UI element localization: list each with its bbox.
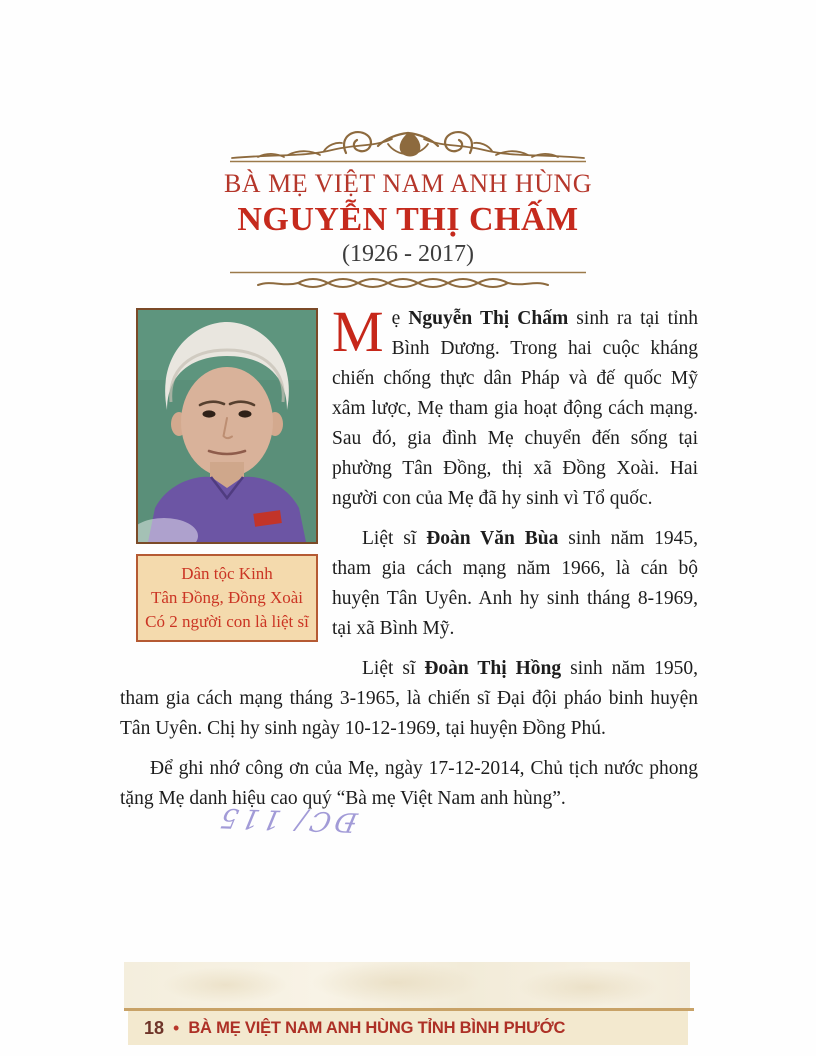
martyr1-name-bold: Đoàn Văn Bùa (426, 528, 559, 549)
martyr2-rest: sinh năm 1950, tham gia cách mạng tháng 3-1965, là chiến sĩ Đại đội pháo binh huyện Tân Uyên. Chị hy sinh ngày 10-12-1969, tại huyện Đồng Phú. (120, 658, 698, 739)
honor-text: Để ghi nhớ công ơn của Mẹ, ngày 17-12-2014, Chủ tịch nước phong tặng Mẹ danh hiệu cao quý “Bà mẹ Việt Nam anh hùng”. (120, 758, 698, 809)
ornament-bottom-icon (228, 270, 588, 294)
caption-line-children: Có 2 người con là liệt sĩ (145, 612, 309, 631)
intro-rest: sinh ra tại tỉnh Bình Dương. Trong hai cuộc kháng chiến chống thực dân Pháp và đế quốc Mỹ xâm lược, Mẹ tham gia hoạt động cách mạng. Sau đó, gia đình Mẹ chuyển đến sống tại phường Tân Đồng, thị xã Đồng Xoài. Hai người con của Mẹ đã hy sinh vì Tổ quốc. (332, 308, 699, 509)
page-header (119, 0, 697, 294)
life-years: (1926 - 2017) (342, 241, 474, 267)
mother-portrait-illustration (138, 310, 316, 542)
mother-name: NGUYỄN THỊ CHẤM (237, 201, 579, 238)
portrait-figure (136, 308, 318, 642)
paragraph-martyr-daughter (120, 654, 698, 744)
photo-caption (136, 554, 318, 642)
article-body (120, 299, 699, 814)
dropcap-letter: M (332, 299, 384, 364)
page-number: 18 (144, 1017, 165, 1038)
handwritten-note: ĐC/ 115 (213, 801, 361, 838)
martyr2-name-bold: Đoàn Thị Hồng (424, 658, 562, 679)
martyr2-lead: Liệt sĩ (362, 658, 425, 679)
page-footer (128, 1011, 688, 1045)
portrait-photo (136, 308, 318, 544)
martyr1-lead: Liệt sĩ (362, 528, 427, 549)
caption-line-ethnicity: Dân tộc Kinh (181, 564, 273, 583)
footer-book-title: BÀ MẸ VIỆT NAM ANH HÙNG TỈNH BÌNH PHƯỚC (188, 1018, 566, 1037)
intro-lead: ẹ (391, 308, 409, 329)
caption-line-location: Tân Đồng, Đồng Xoài (150, 588, 304, 607)
hero-title: BÀ MẸ VIỆT NAM ANH HÙNG (223, 169, 593, 198)
footer-bullet-icon: • (173, 1017, 180, 1038)
martyr1-rest: sinh năm 1945, tham gia cách mạng năm 1966, là cán bộ huyện Tân Uyên. Anh hy sinh tháng 8-1969, tại xã Bình Mỹ. (332, 528, 698, 639)
faded-image-strip (124, 962, 690, 1008)
ornament-top-icon (228, 124, 588, 166)
intro-name-bold: Nguyễn Thị Chấm (408, 308, 569, 329)
